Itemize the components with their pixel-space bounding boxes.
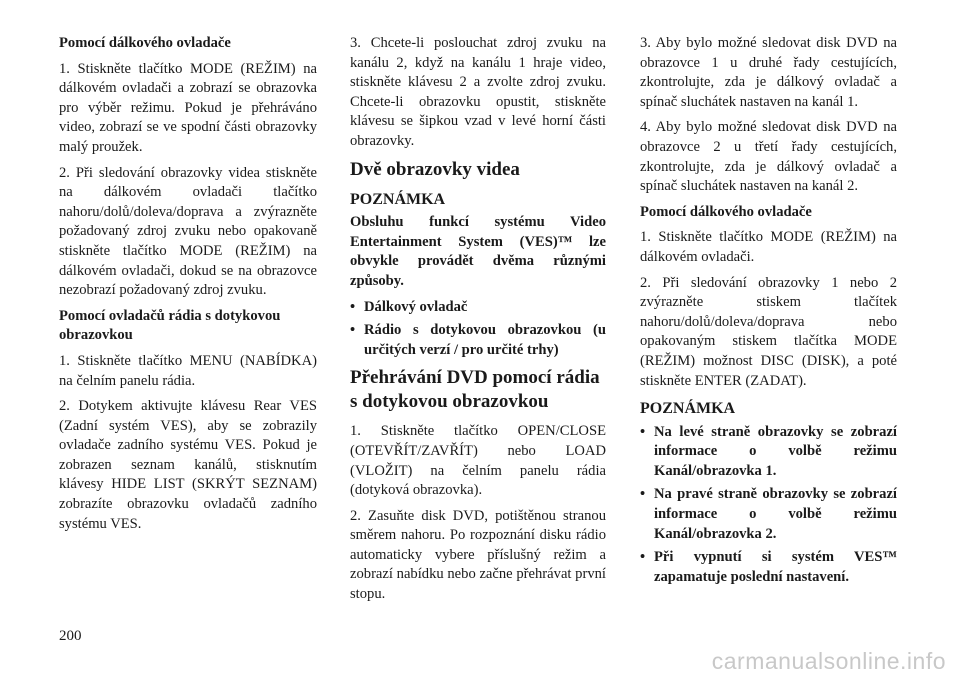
paragraph: 1. Stiskněte tlačítko OPEN/CLOSE (OTEVŘÍT/ZAVŘÍT) nebo LOAD (VLOŽIT) na čelním panelu rádia (dotyková obrazovka). bbox=[350, 423, 606, 499]
list-item: • Dálkový ovladač bbox=[350, 298, 606, 318]
page-number: 200 bbox=[59, 628, 82, 644]
paragraph: 3. Chcete-li poslouchat zdroj zvuku na kanálu 2, když na kanálu 1 hraje video, stiskněte klávesu 2 a zvolte zdroj zvuku. Chcete-li obrazovku opustit, stiskněte klávesu se šipkou vzad v levé horní části obrazovky. bbox=[350, 35, 606, 149]
note-text: Obsluhu funkcí systému Video Entertainment System (VES)™ lze obvykle provádět dvěma různými způsoby. bbox=[350, 214, 606, 289]
paragraph: 2. Při sledování obrazovky videa stiskněte na dálkovém ovladači tlačítko nahoru/dolů/doleva/doprava a zvýrazněte požadovaný zdroj zvuku nebo opakovaně stiskněte tlačítko MODE (REŽIM) na dálkovém ovladači, dokud se na obrazovce nezobrazí požadovaný zdroj zvuku. bbox=[59, 164, 317, 299]
column-middle bbox=[350, 34, 606, 611]
list-item: • Při vypnutí si systém VES™ zapamatuje poslední nastavení. bbox=[640, 548, 897, 587]
bullet-list bbox=[640, 423, 897, 588]
column-right bbox=[640, 34, 897, 593]
paragraph: 2. Při sledování obrazovky 1 nebo 2 zvýrazněte stiskem tlačítek nahoru/dolů/doleva/doprava nebo opakovaným stiskem tlačítka MODE (REŽIM) možnost DISC (DISK), a poté stiskněte ENTER (ZADAT). bbox=[640, 274, 897, 389]
section-heading: Pomocí ovladačů rádia s dotykovou obrazovkou bbox=[59, 307, 281, 344]
paragraph: 2. Dotykem aktivujte klávesu Rear VES (Zadní systém VES), aby se zobrazily ovladače zadního systému VES. Pokud je zobrazen seznam kanálů, stisknutím klávesy HIDE LIST (SKRÝT SEZNAM) zobrazíte obrazovku ovladačů zadního systému VES. bbox=[59, 398, 317, 532]
note-label: POZNÁMKA bbox=[350, 190, 446, 208]
paragraph: 3. Aby bylo možné sledovat disk DVD na obrazovce 1 u druhé řady cestujících, zkontrolujte, zda je dálkový ovladač a spínač sluchátek nastaven na kanál 1. bbox=[640, 35, 897, 110]
note-label: POZNÁMKA bbox=[640, 400, 736, 418]
watermark: carmanualsonline.info bbox=[711, 648, 946, 674]
section-heading: Pomocí dálkového ovladače bbox=[640, 203, 812, 220]
section-heading: Pomocí dálkového ovladače bbox=[59, 35, 231, 51]
column-left bbox=[59, 34, 317, 540]
paragraph: 2. Zasuňte disk DVD, potištěnou stranou směrem nahoru. Po rozpoznání disku rádio automaticky vybere příslušný režim a zobrazí nabídku nebo začne přehrávat první stopu. bbox=[350, 507, 606, 603]
paragraph: 1. Stiskněte tlačítko MODE (REŽIM) na dálkovém ovladači. bbox=[640, 229, 897, 265]
section-title: Přehrávání DVD pomocí rádia s dotykovou obrazovkou bbox=[350, 367, 600, 413]
section-title: Dvě obrazovky videa bbox=[350, 158, 520, 180]
paragraph: 4. Aby bylo možné sledovat disk DVD na obrazovce 2 u třetí řady cestujících, zkontrolujte, zda je dálkový ovladač a spínač sluchátek nastaven na kanál 2. bbox=[640, 119, 897, 195]
paragraph: 1. Stiskněte tlačítko MENU (NABÍDKA) na čelním panelu rádia. bbox=[59, 352, 317, 389]
bullet-list bbox=[350, 298, 606, 361]
list-item: • Rádio s dotykovou obrazovkou (u určitých verzí / pro určité trhy) bbox=[350, 321, 606, 360]
list-item: • Na pravé straně obrazovky se zobrazí informace o volbě režimu Kanál/obrazovka 2. bbox=[640, 485, 897, 544]
list-item: • Na levé straně obrazovky se zobrazí informace o volbě režimu Kanál/obrazovka 1. bbox=[640, 423, 897, 482]
paragraph: 1. Stiskněte tlačítko MODE (REŽIM) na dálkovém ovladači a zobrazí se obrazovka pro výběr režimu. Pokud je přehráváno video, zobrazí se ve spodní části obrazovky malý proužek. bbox=[59, 60, 317, 155]
